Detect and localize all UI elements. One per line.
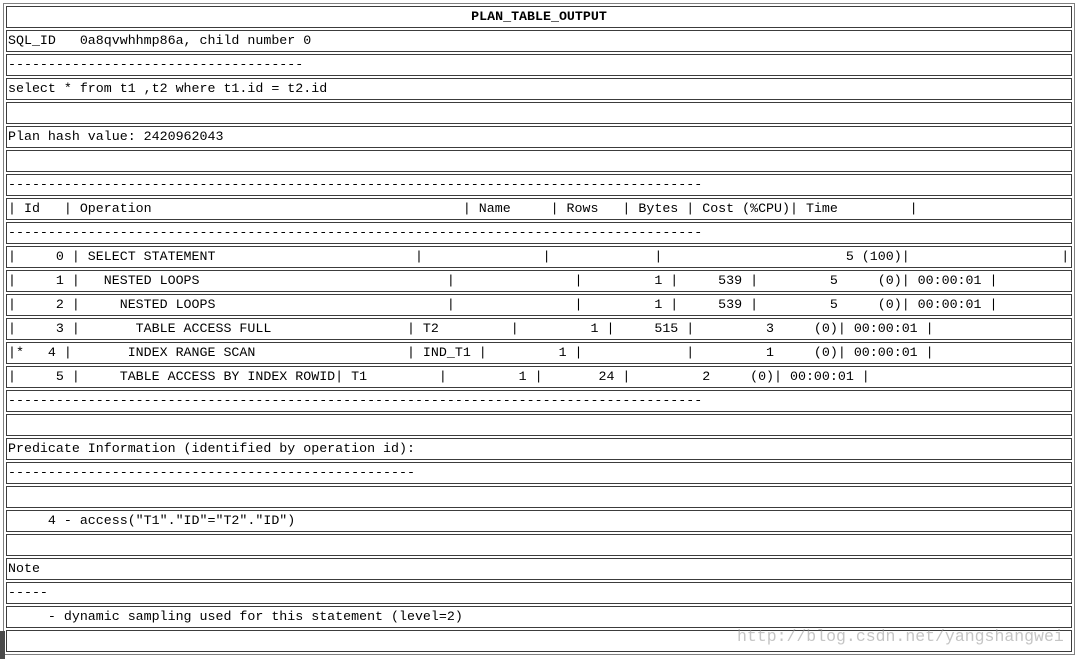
separator-line: ----- — [6, 582, 1072, 604]
separator-line: ------------------------------------- — [6, 54, 1072, 76]
plan-step-line: | 1 | NESTED LOOPS | | 1 | 539 | 5 (0)| 00:00:01 | — [6, 270, 1072, 292]
note-line: - dynamic sampling used for this statement (level=2) — [6, 606, 1072, 628]
sql-text-line: select * from t1 ,t2 where t1.id = t2.id — [6, 78, 1072, 100]
plan-step-line: |* 4 | INDEX RANGE SCAN | IND_T1 | 1 | | 1 (0)| 00:00:01 | — [6, 342, 1072, 364]
plan-step-line: | 2 | NESTED LOOPS | | 1 | 539 | 5 (0)| 00:00:01 | — [6, 294, 1072, 316]
predicate-line: 4 - access("T1"."ID"="T2"."ID") — [6, 510, 1072, 532]
plan-table — [3, 3, 1075, 655]
plan-hash-line: Plan hash value: 2420962043 — [6, 126, 1072, 148]
plan-border-line: --------------------------------------------------------------------------------------- — [6, 222, 1072, 244]
blank-line — [6, 414, 1072, 436]
left-edge-shadow — [0, 631, 5, 659]
blank-line — [6, 534, 1072, 556]
blank-line — [6, 486, 1072, 508]
predicate-title-line: Predicate Information (identified by operation id): — [6, 438, 1072, 460]
blank-line — [6, 630, 1072, 652]
note-title-line: Note — [6, 558, 1072, 580]
separator-line: --------------------------------------------------- — [6, 462, 1072, 484]
blank-line — [6, 102, 1072, 124]
sql-id-line: SQL_ID 0a8qvwhhmp86a, child number 0 — [6, 30, 1072, 52]
plan-step-line: | 5 | TABLE ACCESS BY INDEX ROWID| T1 | 1 | 24 | 2 (0)| 00:00:01 | — [6, 366, 1072, 388]
plan-step-line: | 3 | TABLE ACCESS FULL | T2 | 1 | 515 | 3 (0)| 00:00:01 | — [6, 318, 1072, 340]
plan-border-line: --------------------------------------------------------------------------------------- — [6, 390, 1072, 412]
plan-table-output-header: PLAN_TABLE_OUTPUT — [6, 6, 1072, 28]
blog-url-watermark: http://blog.csdn.net/yangshangwei — [737, 627, 1064, 646]
plan-column-header-line: | Id | Operation | Name | Rows | Bytes | Cost (%CPU)| Time | — [6, 198, 1072, 220]
plan-step-line: | 0 | SELECT STATEMENT | | | 5 (100)| | — [6, 246, 1072, 268]
blank-line — [6, 150, 1072, 172]
plan-border-line: --------------------------------------------------------------------------------------- — [6, 174, 1072, 196]
